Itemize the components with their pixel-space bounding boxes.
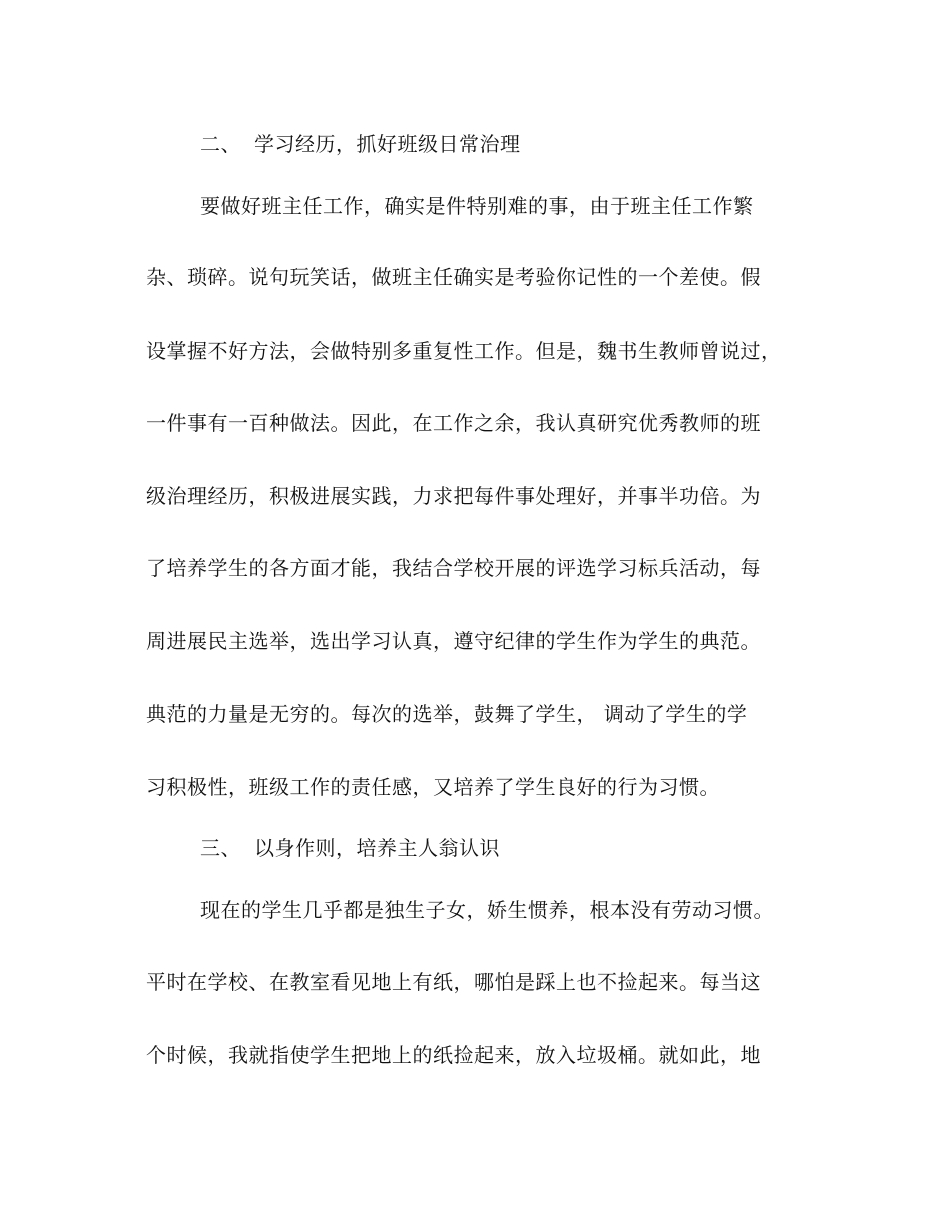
paragraph-line: 现在的学生几乎都是独生子女，娇生惯养，根本没有劳动习惯。 bbox=[200, 898, 774, 922]
paragraph-line: 设掌握不好方法，会做特别多重复性工作。但是，魏书生教师曾说过， bbox=[146, 339, 782, 363]
paragraph-line: 一件事有一百种做法。因此，在工作之余，我认真研究优秀教师的班 bbox=[146, 411, 761, 435]
paragraph-line: 杂、琐碎。说句玩笑话，做班主任确实是考验你记性的一个差使。假 bbox=[146, 265, 761, 289]
paragraph-line: 典范的力量是无穷的。每次的选举，鼓舞了学生， 调动了学生的学 bbox=[146, 702, 748, 726]
paragraph-line: 平时在学校、在教室看见地上有纸，哪怕是踩上也不捡起来。每当这 bbox=[146, 970, 761, 994]
paragraph-line: 个时候，我就指使学生把地上的纸捡起来，放入垃圾桶。就如此，地 bbox=[146, 1043, 761, 1067]
section-3-title: 以身作则，培养主人翁认识 bbox=[254, 836, 500, 860]
paragraph-line: 周进展民主选举，选出学习认真，遵守纪律的学生作为学生的典范。 bbox=[146, 629, 761, 653]
paragraph-line: 了培养学生的各方面才能，我结合学校开展的评选学习标兵活动，每 bbox=[146, 556, 761, 580]
section-2-title: 学习经历，抓好班级日常治理 bbox=[254, 132, 521, 156]
section-2-number: 二、 bbox=[200, 132, 241, 156]
section-3-number: 三、 bbox=[200, 836, 241, 860]
paragraph-line: 习积极性，班级工作的责任感，又培养了学生良好的行为习惯。 bbox=[146, 775, 720, 799]
paragraph-line: 要做好班主任工作，确实是件特别难的事，由于班主任工作繁 bbox=[200, 194, 754, 218]
paragraph-line: 级治理经历，积极进展实践，力求把每件事处理好，并事半功倍。为 bbox=[146, 484, 761, 508]
section-3-heading bbox=[200, 836, 500, 860]
section-2-heading bbox=[200, 132, 521, 156]
